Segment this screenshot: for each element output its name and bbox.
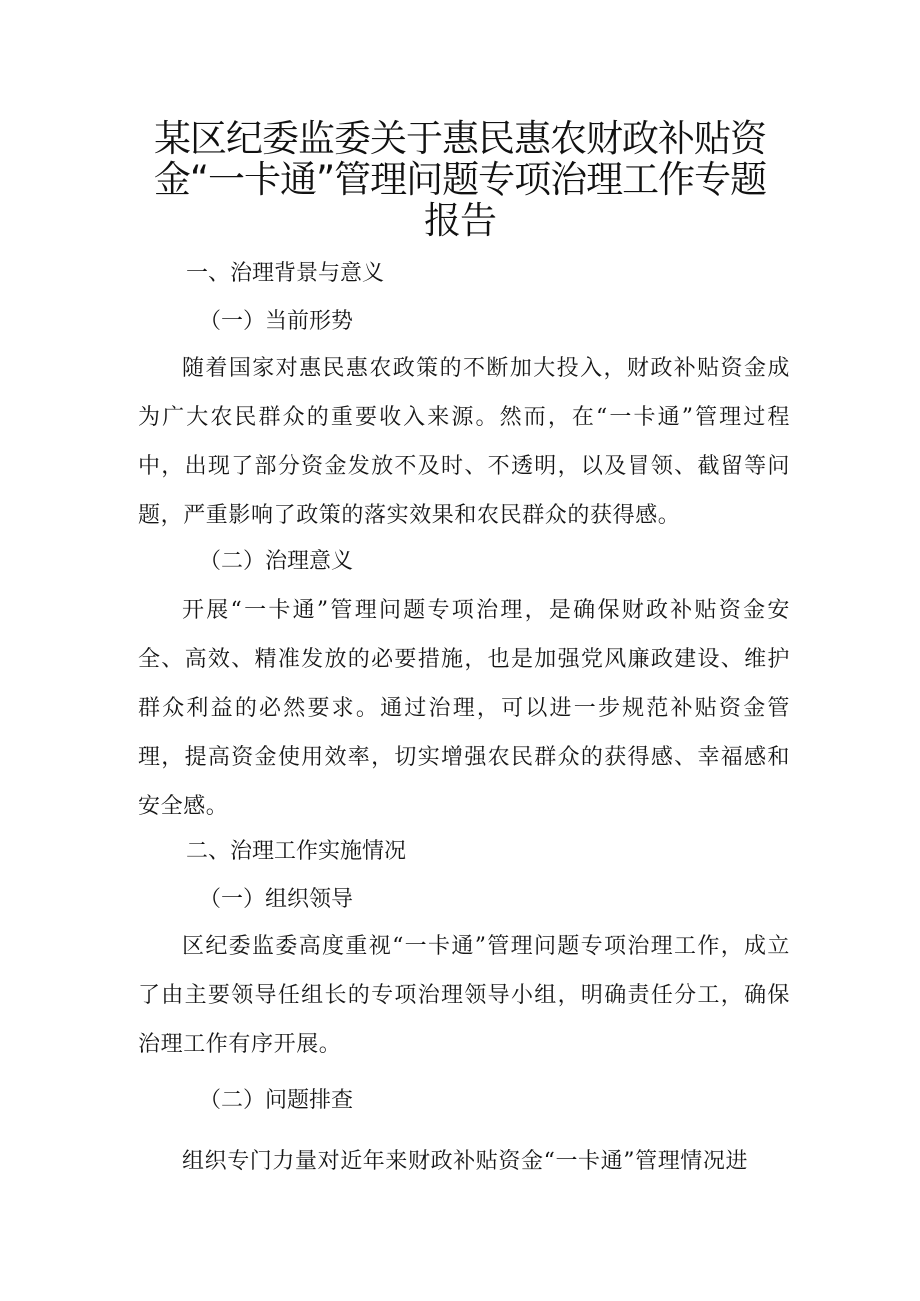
section-1-1-paragraph: 随着国家对惠民惠农政策的不断加大投入，财政补贴资金成为广大农民群众的重要收入来源。然而，在“一卡通”管理过程中，出现了部分资金发放不及时、不透明，以及冒领、截留等问题，严重影响了政策的落实效果和农民群众的获得感。 xyxy=(138,356,790,528)
section-1-2-paragraph: 开展“一卡通”管理问题专项治理，是确保财政补贴资金安全、高效、精准发放的必要措施，也是加强党风廉政建设、维护群众利益的必然要求。通过治理，可以进一步规范补贴资金管理，提高资金使用效率，切实增强农民群众的获得感、幸福感和安全感。 xyxy=(138,598,790,819)
section-2-2-paragraph: 组织专门力量对近年来财政补贴资金“一卡通”管理情况进 xyxy=(182,1149,749,1174)
section-2-1-heading: （一）组织领导 xyxy=(199,887,354,912)
section-2-heading: 二、治理工作实施情况 xyxy=(186,839,407,864)
document-title: 某区纪委监委关于惠民惠农财政补贴资金“一卡通”管理问题专项治理工作专题报告 xyxy=(153,117,767,242)
section-2-1-paragraph: 区纪委监委高度重视“一卡通”管理问题专项治理工作，成立了由主要领导任组长的专项治理领导小组，明确责任分工，确保治理工作有序开展。 xyxy=(138,934,790,1057)
section-1-heading: 一、治理背景与意义 xyxy=(186,261,385,286)
section-1-2-heading: （二）治理意义 xyxy=(199,549,354,574)
section-1-1-heading: （一）当前形势 xyxy=(199,309,354,334)
section-2-2-heading: （二）问题排查 xyxy=(199,1088,354,1113)
